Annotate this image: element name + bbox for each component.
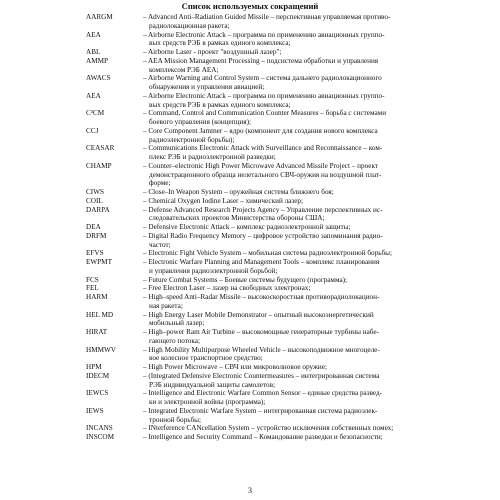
definition-line: – INterference CANcellation System – устройство исключения собственных помех; xyxy=(143,424,394,433)
abbreviation-entry xyxy=(86,346,416,364)
definition-line: – Integrated Electronic Warfare System – интегрированная система радиоэлек- xyxy=(143,406,378,415)
definition-line: – High Energy Laser Mobile Demonstrator – опытный высокоэнергетический xyxy=(143,310,374,319)
abbreviation-definition xyxy=(143,144,416,162)
abbreviation-entry xyxy=(86,424,416,433)
abbreviation-term: IEWS xyxy=(86,406,104,415)
definition-line: – Airborne Laser - проект "воздушный лазер"; xyxy=(143,48,282,56)
definition-line: – High–power Ram Air Turbine – высокомощные генераторные турбины набе- xyxy=(143,328,379,336)
abbreviation-term: INCANS xyxy=(86,424,113,433)
definition-line: – High–speed Anti–Radar Missile – высокоскоростная противорадиолокацион- xyxy=(143,293,380,301)
abbreviation-term: FCS xyxy=(86,275,99,284)
abbreviation-definition xyxy=(143,188,416,197)
abbreviation-term: INSCOM xyxy=(86,433,114,441)
abbreviation-definition xyxy=(143,109,416,127)
abbreviation-term: DARPA xyxy=(86,205,110,214)
abbreviation-term: CIWS xyxy=(86,188,104,196)
abbreviation-definition xyxy=(143,389,416,407)
abbreviation-entry xyxy=(86,372,416,390)
abbreviation-definition xyxy=(143,407,416,425)
abbreviation-definition xyxy=(143,92,416,110)
abbreviation-entry xyxy=(86,389,416,407)
abbreviation-term: CEASAR xyxy=(86,144,115,153)
abbreviation-definition xyxy=(143,206,416,224)
abbreviation-definition xyxy=(143,372,416,390)
definition-line: радиоэлектронной борьбы); xyxy=(149,135,235,144)
definition-line: – High Power Microwave – СВЧ или микроволновое оружие; xyxy=(143,363,327,371)
definition-line: – Digital Radio Frequency Memory – цифровое устройство запоминания радио- xyxy=(143,231,383,240)
abbreviation-entry xyxy=(86,284,416,293)
definition-line: и управления радиоэлектронной борьбой; xyxy=(149,266,278,275)
abbreviation-term: HARM xyxy=(86,293,108,301)
definition-line: – Free Electron Laser – лазер на свободных электронах; xyxy=(143,284,311,293)
abbreviation-term: DEA xyxy=(86,223,101,231)
definition-line: гающего потока; xyxy=(149,336,200,345)
abbreviation-term: AMMP xyxy=(86,56,108,65)
definition-line: – Airborne Warning and Control System – система дальнего радиолокационного xyxy=(143,74,382,83)
abbreviation-term: HIRAT xyxy=(86,328,108,336)
definition-line: радиолокационная ракета; xyxy=(149,21,230,30)
definition-line: – Communications Electronic Attack with Surveillance and Reconnaissance – ком- xyxy=(143,144,383,153)
abbreviation-term: IEWCS xyxy=(86,389,109,398)
abbreviation-definition xyxy=(143,162,416,188)
abbreviation-entry xyxy=(86,162,416,188)
definition-line: мобильный лазер; xyxy=(149,319,205,328)
abbreviation-definition xyxy=(143,284,416,293)
abbreviation-entry xyxy=(86,293,416,311)
abbreviation-term: AARGM xyxy=(86,13,113,21)
definition-line: вых средств РЭБ в рамках единого комплекса; xyxy=(149,39,291,48)
abbreviation-definition xyxy=(143,258,416,276)
abbreviation-term: AEA xyxy=(86,91,101,100)
abbreviation-entry xyxy=(86,127,416,145)
abbreviation-term: C³CM xyxy=(86,109,105,118)
abbreviation-list xyxy=(86,13,416,442)
definition-line: – AEA Mission Management Processing – подсистема обработки и управления xyxy=(143,56,379,65)
definition-line: – Chemical Oxygen Iodine Laser – химический лазер; xyxy=(143,196,303,205)
definition-line: – Advanced Anti–Radiation Guided Missile – перспективная управляемая противо- xyxy=(143,13,391,21)
definition-line: – Future Combat Systems – Боевые системы будущего (программа); xyxy=(143,275,348,284)
abbreviation-definition xyxy=(143,74,416,92)
page-number: 3 xyxy=(248,486,252,495)
abbreviation-entry xyxy=(86,433,416,442)
definition-line: следовательских проектов Министерства обороны США; xyxy=(149,214,325,223)
definition-line: – Core Component Jammer – ядро (компонент для создания нового комплекса xyxy=(143,126,378,135)
definition-line: тронной борьбы; xyxy=(149,415,201,424)
abbreviation-term: EFVS xyxy=(86,249,104,258)
page-title: Список используемых сокращений xyxy=(181,1,319,11)
abbreviation-definition xyxy=(143,31,416,49)
abbreviation-term: CHAMP xyxy=(86,161,112,170)
abbreviation-definition xyxy=(143,127,416,145)
definition-line: – Electronic Warfare Planning and Management Tools – комплекс планирования xyxy=(143,258,380,266)
definition-line: вое колесное транспортное средство; xyxy=(149,354,263,363)
definition-line: РЭБ индивидуальной защиты самолетов; xyxy=(149,380,275,389)
abbreviation-definition xyxy=(143,48,416,57)
abbreviation-entry xyxy=(86,249,416,258)
abbreviation-term: HMMWV xyxy=(86,345,116,354)
definition-line: частот; xyxy=(149,240,171,249)
abbreviation-term: COIL xyxy=(86,196,103,205)
definition-line: форме; xyxy=(149,179,171,188)
abbreviation-entry xyxy=(86,188,416,197)
definition-line: – Electronic Fight Vehicle System – мобильная система радиоэлектронной борьбы; xyxy=(143,249,393,258)
abbreviation-term: ABL xyxy=(86,48,101,56)
abbreviation-entry xyxy=(86,206,416,224)
definition-line: – High Mobility Multipurpose Wheeled Vehicle – высокоподвижное многоцеле- xyxy=(143,345,380,354)
definition-line: – Defense Advanced Research Projects Agency – Управление перспективных ис- xyxy=(143,205,383,214)
abbreviation-definition xyxy=(143,363,416,372)
abbreviation-entry xyxy=(86,407,416,425)
definition-line: обнаружения и управления авиацией; xyxy=(149,83,265,91)
abbreviation-definition xyxy=(143,249,416,258)
abbreviation-entry xyxy=(86,311,416,329)
definition-line: вых средств РЭБ в рамках единого комплекса; xyxy=(149,100,291,109)
abbreviation-definition xyxy=(143,223,416,232)
abbreviation-term: EWPMT xyxy=(86,258,112,266)
abbreviation-term: FEL xyxy=(86,284,99,293)
abbreviation-definition xyxy=(143,328,416,346)
abbreviation-definition xyxy=(143,433,416,442)
abbreviation-definition xyxy=(143,197,416,206)
definition-line: комплексом РЭБ AEA; xyxy=(149,65,219,74)
definition-line: – Close–In Weapon System – оружейная система ближнего боя; xyxy=(143,188,334,196)
definition-line: – Airborne Electronic Attack – программа по применению авиационных группо- xyxy=(143,91,385,100)
definition-line: ная ракета; xyxy=(149,301,183,310)
abbreviation-entry xyxy=(86,258,416,276)
abbreviation-definition xyxy=(143,311,416,329)
definition-line: плекс РЭБ и радиоэлектронной разведки; xyxy=(149,153,276,161)
abbreviation-term: IDECM xyxy=(86,371,110,380)
definition-line: – Counter–electronic High Power Microwave Advanced Missile Project – проект xyxy=(143,161,379,170)
definition-line: – Airborne Electronic Attack – программа по применению авиационных группо- xyxy=(143,30,385,39)
abbreviation-term: HEL MD xyxy=(86,310,114,319)
definition-line: ки и электронной войны (программа); xyxy=(149,398,266,406)
definition-line: – Command, Control and Communication Counter Measures – борьба с системами xyxy=(143,109,387,118)
abbreviation-entry xyxy=(86,57,416,75)
abbreviation-definition xyxy=(143,276,416,285)
abbreviation-entry xyxy=(86,363,416,372)
abbreviation-entry xyxy=(86,223,416,232)
abbreviation-entry xyxy=(86,197,416,206)
abbreviation-definition xyxy=(143,232,416,250)
abbreviation-term: AWACS xyxy=(86,74,111,83)
abbreviation-term: DRFM xyxy=(86,231,107,240)
abbreviation-term: CCJ xyxy=(86,126,99,135)
abbreviation-entry xyxy=(86,232,416,250)
abbreviation-entry xyxy=(86,13,416,31)
definition-line: демонстрационного образца нелетального СВЧ-оружия на воздушной плат- xyxy=(149,170,382,179)
abbreviation-entry xyxy=(86,144,416,162)
definition-line: – Defensive Electronic Attack – комплекс радиоэлектронной защиты; xyxy=(143,223,351,231)
abbreviation-entry xyxy=(86,74,416,92)
definition-line: – Intelligence and Electronic Warfare Common Sensor – единые средства развед- xyxy=(143,389,383,398)
abbreviation-definition xyxy=(143,346,416,364)
abbreviation-entry xyxy=(86,92,416,110)
abbreviation-term: HPM xyxy=(86,363,102,371)
abbreviation-entry xyxy=(86,48,416,57)
abbreviation-entry xyxy=(86,31,416,49)
abbreviation-entry xyxy=(86,328,416,346)
definition-line: боевого управления (концепция); xyxy=(149,118,251,126)
abbreviation-definition xyxy=(143,57,416,75)
abbreviation-entry xyxy=(86,276,416,285)
abbreviation-term: AEA xyxy=(86,30,101,39)
abbreviation-definition xyxy=(143,293,416,311)
abbreviation-definition xyxy=(143,13,416,31)
abbreviation-definition xyxy=(143,424,416,433)
definition-line: – Intelligence and Security Command – Командование разведки и безопасности; xyxy=(143,433,383,441)
abbreviation-entry xyxy=(86,109,416,127)
definition-line: – (Integrated Defensive Electronic Countermeasures – интегрированная система xyxy=(143,371,380,380)
